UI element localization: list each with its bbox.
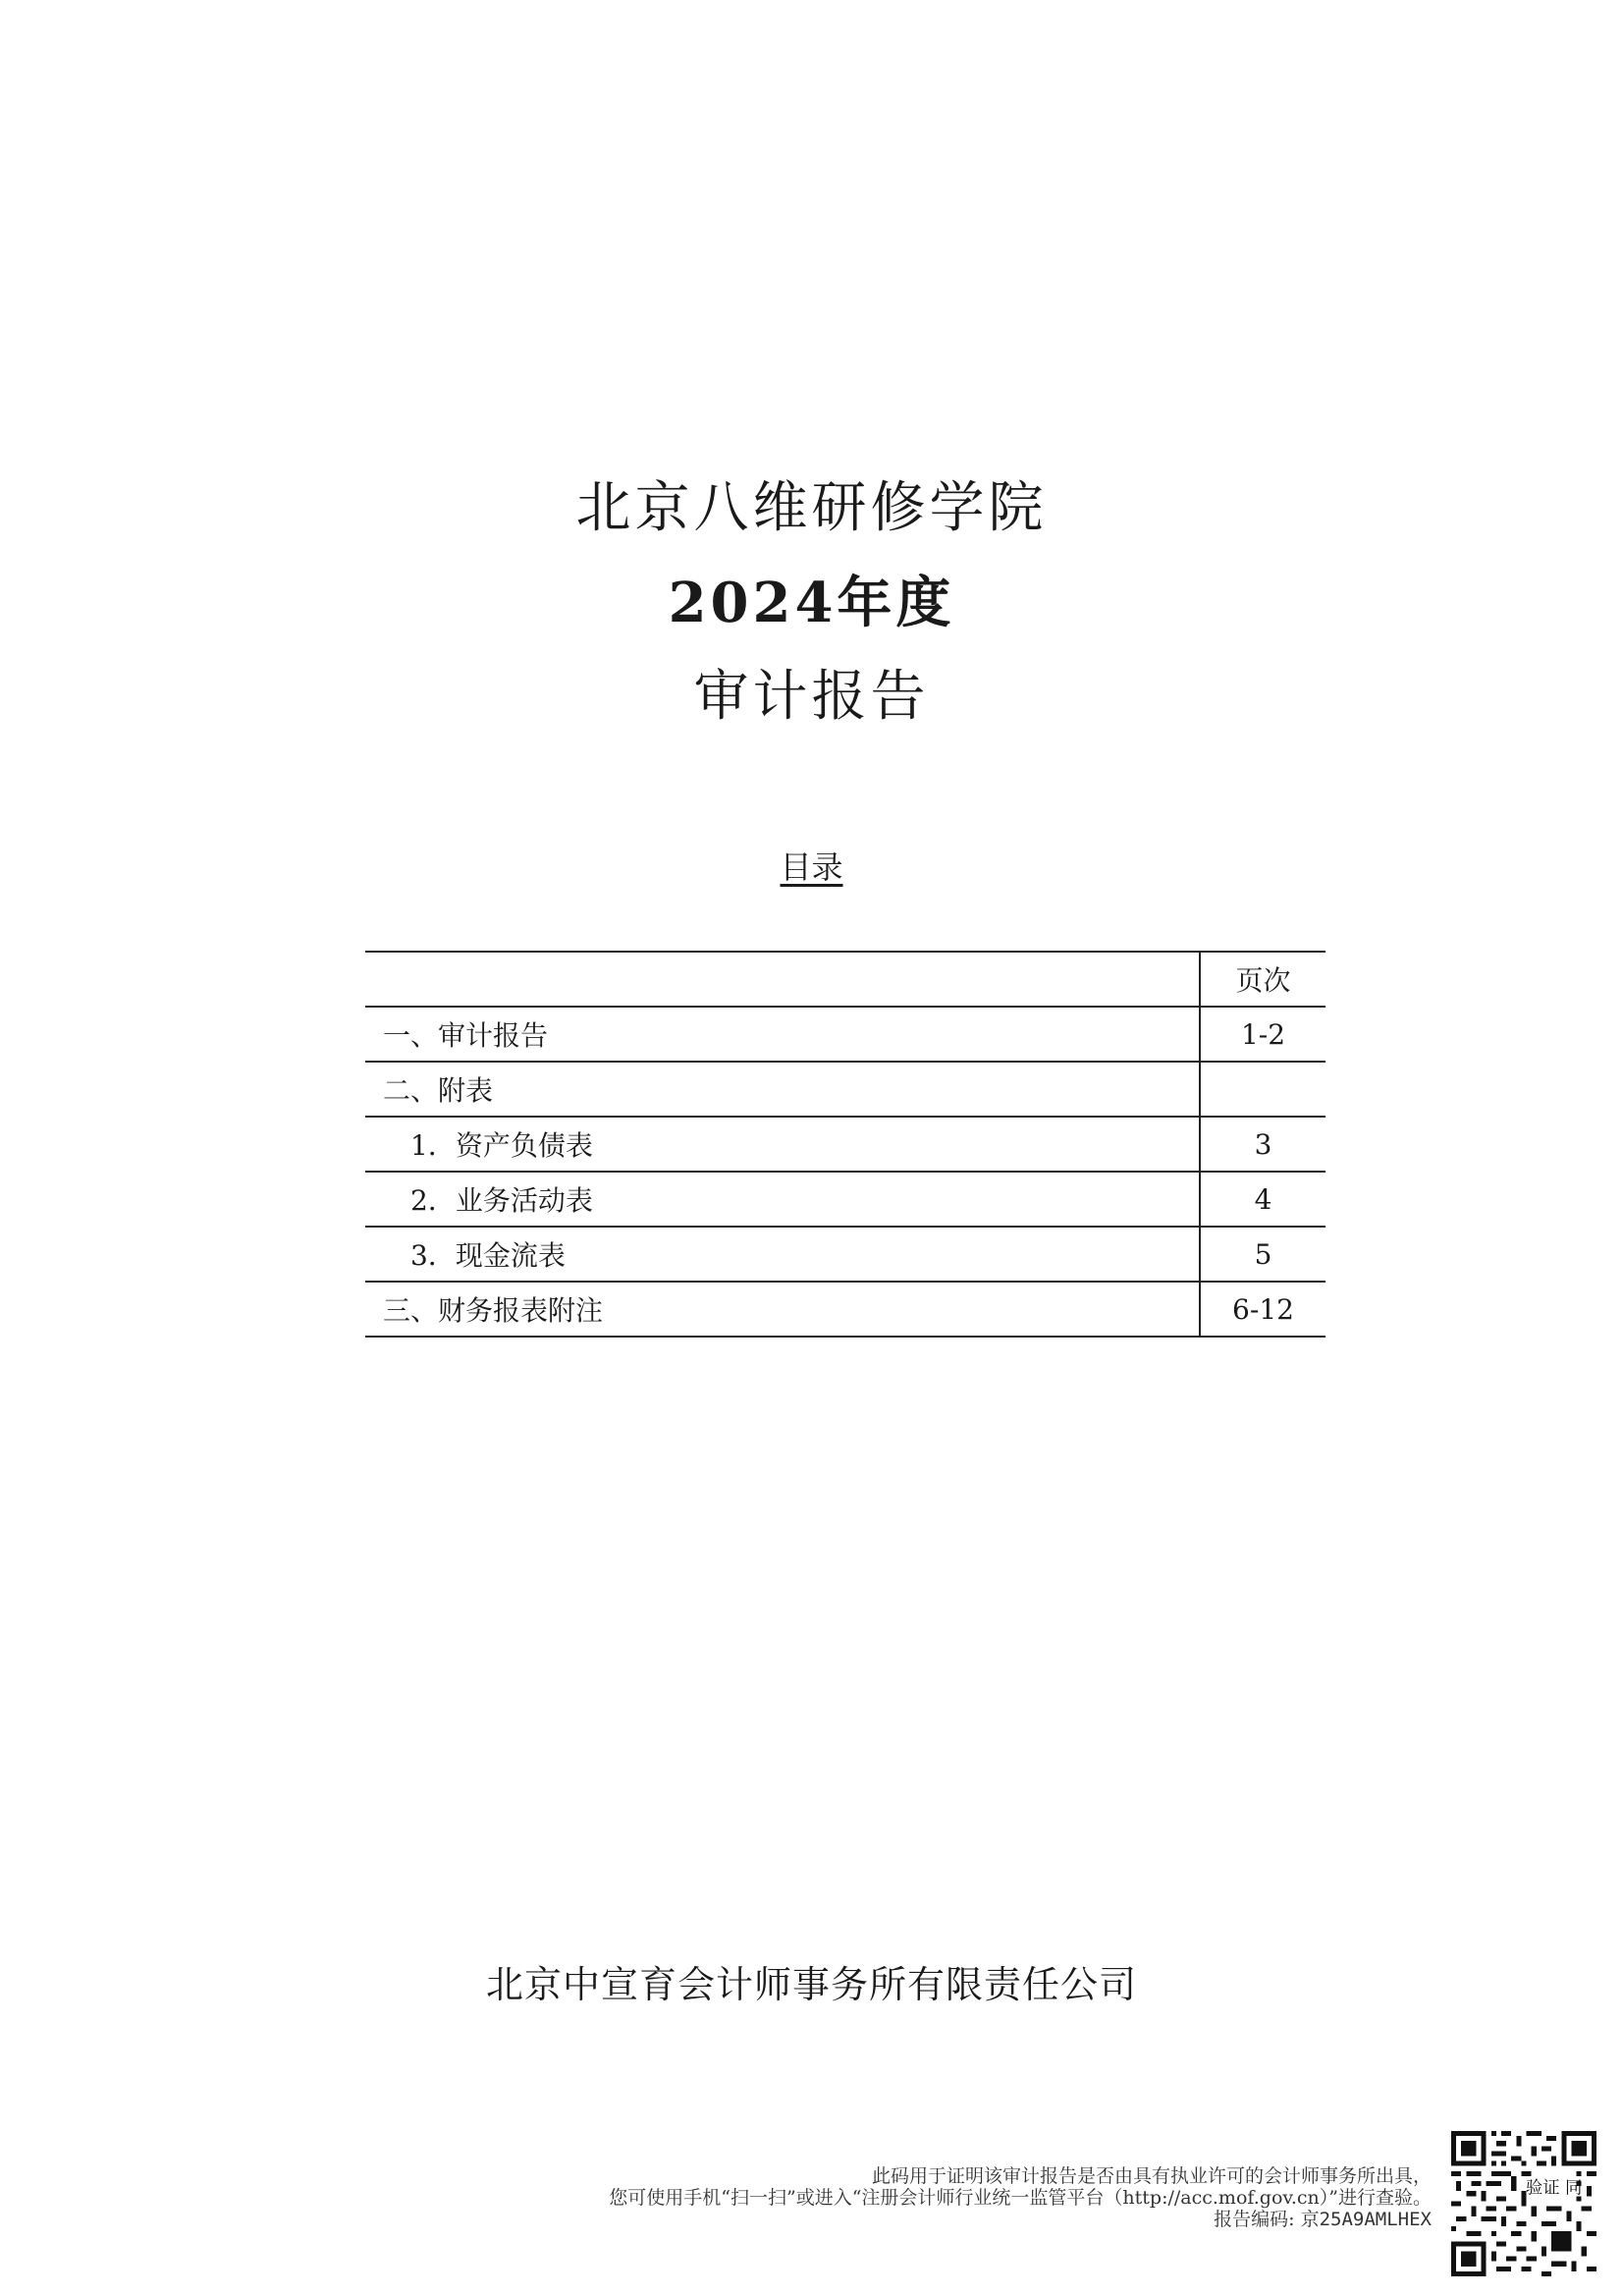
toc-header-row <box>365 952 1325 1007</box>
verification-note <box>609 2165 1432 2230</box>
org-name: 北京八维研修学院 <box>575 476 1048 540</box>
toc-row-label: 2．业务活动表 <box>365 1172 1200 1227</box>
toc-row-page: 4 <box>1200 1172 1325 1227</box>
toc-row <box>365 1172 1325 1227</box>
toc-row-label: 1．资产负债表 <box>365 1117 1200 1172</box>
toc-row-label: 三、财务报表附注 <box>365 1282 1200 1337</box>
report-title: 审计报告 <box>693 665 930 729</box>
toc-row <box>365 1117 1325 1172</box>
qr-code-icon <box>1451 2131 1596 2276</box>
verification-line-2: 您可使用手机“扫一扫”或进入“注册会计师行业统一监管平台（http://acc.mof.gov.cn）”进行查验。 <box>609 2187 1432 2209</box>
toc-row-page: 1-2 <box>1200 1007 1325 1062</box>
toc-row <box>365 1062 1325 1117</box>
toc-row-label: 二、附表 <box>365 1062 1200 1117</box>
toc-heading-text: 目录 <box>780 848 843 886</box>
qr-caption: 验证 同 <box>1525 2178 1583 2199</box>
toc-row <box>365 1007 1325 1062</box>
toc-row-label: 3．现金流表 <box>365 1227 1200 1282</box>
toc-heading <box>0 843 1623 888</box>
report-code-line <box>609 2209 1432 2230</box>
toc-row <box>365 1282 1325 1337</box>
toc-row-page: 5 <box>1200 1227 1325 1282</box>
report-code-label: 报告编码: <box>1214 2209 1295 2230</box>
toc-row-label: 一、审计报告 <box>365 1007 1200 1062</box>
verification-line-1: 此码用于证明该审计报告是否由具有执业许可的会计师事务所出具， <box>871 2165 1432 2187</box>
title-block <box>0 462 1623 744</box>
toc-row-page: 6-12 <box>1200 1282 1325 1337</box>
toc-header-blank <box>365 952 1200 1007</box>
toc-row-page: 3 <box>1200 1117 1325 1172</box>
toc-page-header: 页次 <box>1200 952 1325 1007</box>
report-year: 2024年度 <box>668 571 955 635</box>
toc-table <box>365 951 1325 1338</box>
toc-row <box>365 1227 1325 1282</box>
audit-firm-name: 北京中宣育会计师事务所有限责任公司 <box>485 1963 1137 2006</box>
toc-row-page <box>1200 1062 1325 1117</box>
report-code: 京25A9AMLHEX <box>1300 2209 1432 2230</box>
